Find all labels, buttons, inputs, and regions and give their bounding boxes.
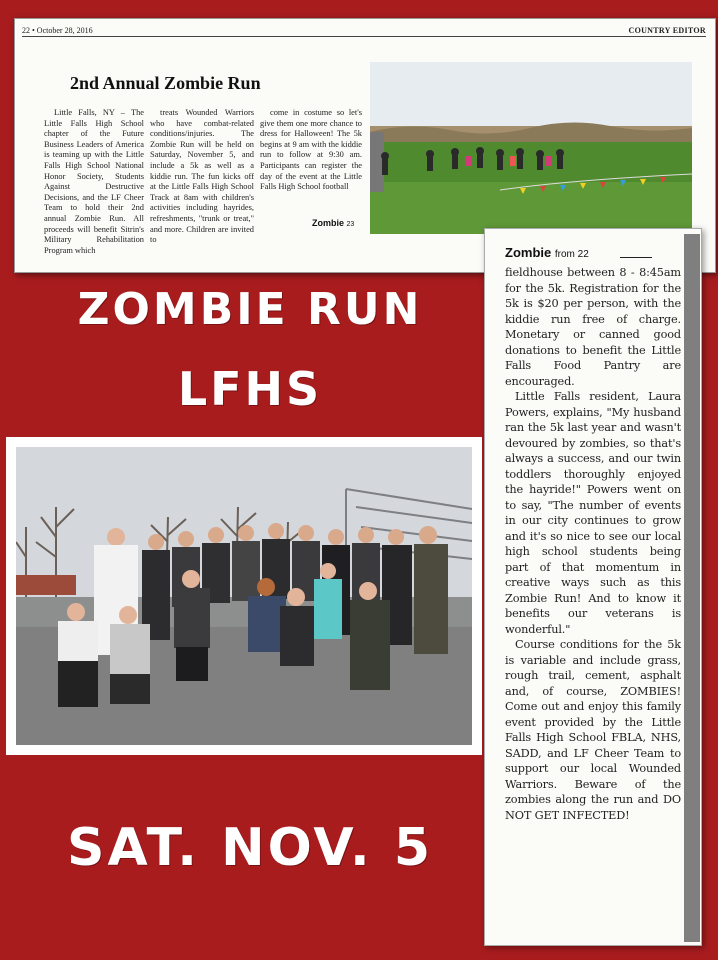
continuation-text [505, 265, 681, 823]
poster-title-zombie-run: ZOMBIE RUN [77, 284, 423, 335]
continuation-paragraph: Little Falls resident, Laura Powers, explains, "My husband ran the 5k last year and wasn't devoured by zombies, so that's always a success, and our twin toddlers thoroughly enjoyed the hayride!" Powers went on to say, "The number of events in our city continues to grow and it's so nice to see our local high school students being part of that momentum in creative ways such as this Zombie Run! And to know it benefits our veterans is wonderful." [505, 390, 681, 636]
article-column-3: come in costume so let's give them one more chance to dress for Halloween! The 5k begins at 9 am with the kiddie run to follow at 9:30 am. Participants can register the day of the event at the Little Falls High School football [260, 108, 362, 192]
race-photo-drawing [370, 62, 692, 234]
publication-name: COUNTRY EDITOR [628, 26, 706, 35]
continuation-paragraph: fieldhouse between 8 - 8:45am for the 5k. Registration for the 5k is $20 per person, with the kiddie run free of charge. Monetary or canned good donations to benefit the Little Falls Food Pantry are encouraged. [505, 266, 681, 388]
clipping-header [22, 24, 706, 38]
continuation-title [505, 245, 589, 260]
page-label: 22 • October 28, 2016 [22, 26, 93, 35]
continuation-shade-bar [684, 234, 700, 942]
continuation-title-word: Zombie [505, 245, 552, 260]
continuation-from: from 22 [554, 249, 589, 260]
jump-reference [312, 218, 354, 228]
article-headline: 2nd Annual Zombie Run [70, 73, 261, 93]
continuation-paragraph: Course conditions for the 5k is variable and include grass, rough trail, cement, asphalt and, of course, ZOMBIES! Come out and enjoy this family event provided by the Little Falls High School FBLA, NHS, SADD, and LF Cheer Team to support our local Wounded Warriors. Beware of the zombies along the run and DO NOT GET INFECTED! [505, 638, 681, 822]
poster-title-lfhs: LFHS [177, 362, 323, 416]
jump-word: Zombie [312, 218, 345, 228]
group-photo-drawing [16, 447, 472, 745]
continuation-title-rule [620, 257, 652, 258]
article-column-1: Little Falls, NY – The Little Falls High School chapter of the Future Business Leaders of America is teaming up with the Little Falls High School National Honor Society, Students Against Destructive Decisions, and the LF Cheer Team to hold their 2nd annual Zombie Run. All proceeds will benefit Sitrin's Military Rehabilitation Program which [44, 108, 144, 255]
header-rule [22, 36, 706, 37]
group-photo [16, 447, 472, 745]
race-photo [370, 62, 692, 234]
jump-page: 23 [346, 221, 355, 228]
article-column-2: treats Wounded Warriors who have combat-related conditions/injuries. The Zombie Run will be held on Saturday, November 5, and include a 5k as well as a kiddie run. The fun kicks off at the Little Falls High School Track at 8am with children's activities including hayrides, refreshments, "trunk or treat," and more. Children are invited to [150, 108, 254, 245]
poster-date: SAT. NOV. 5 [67, 818, 433, 878]
